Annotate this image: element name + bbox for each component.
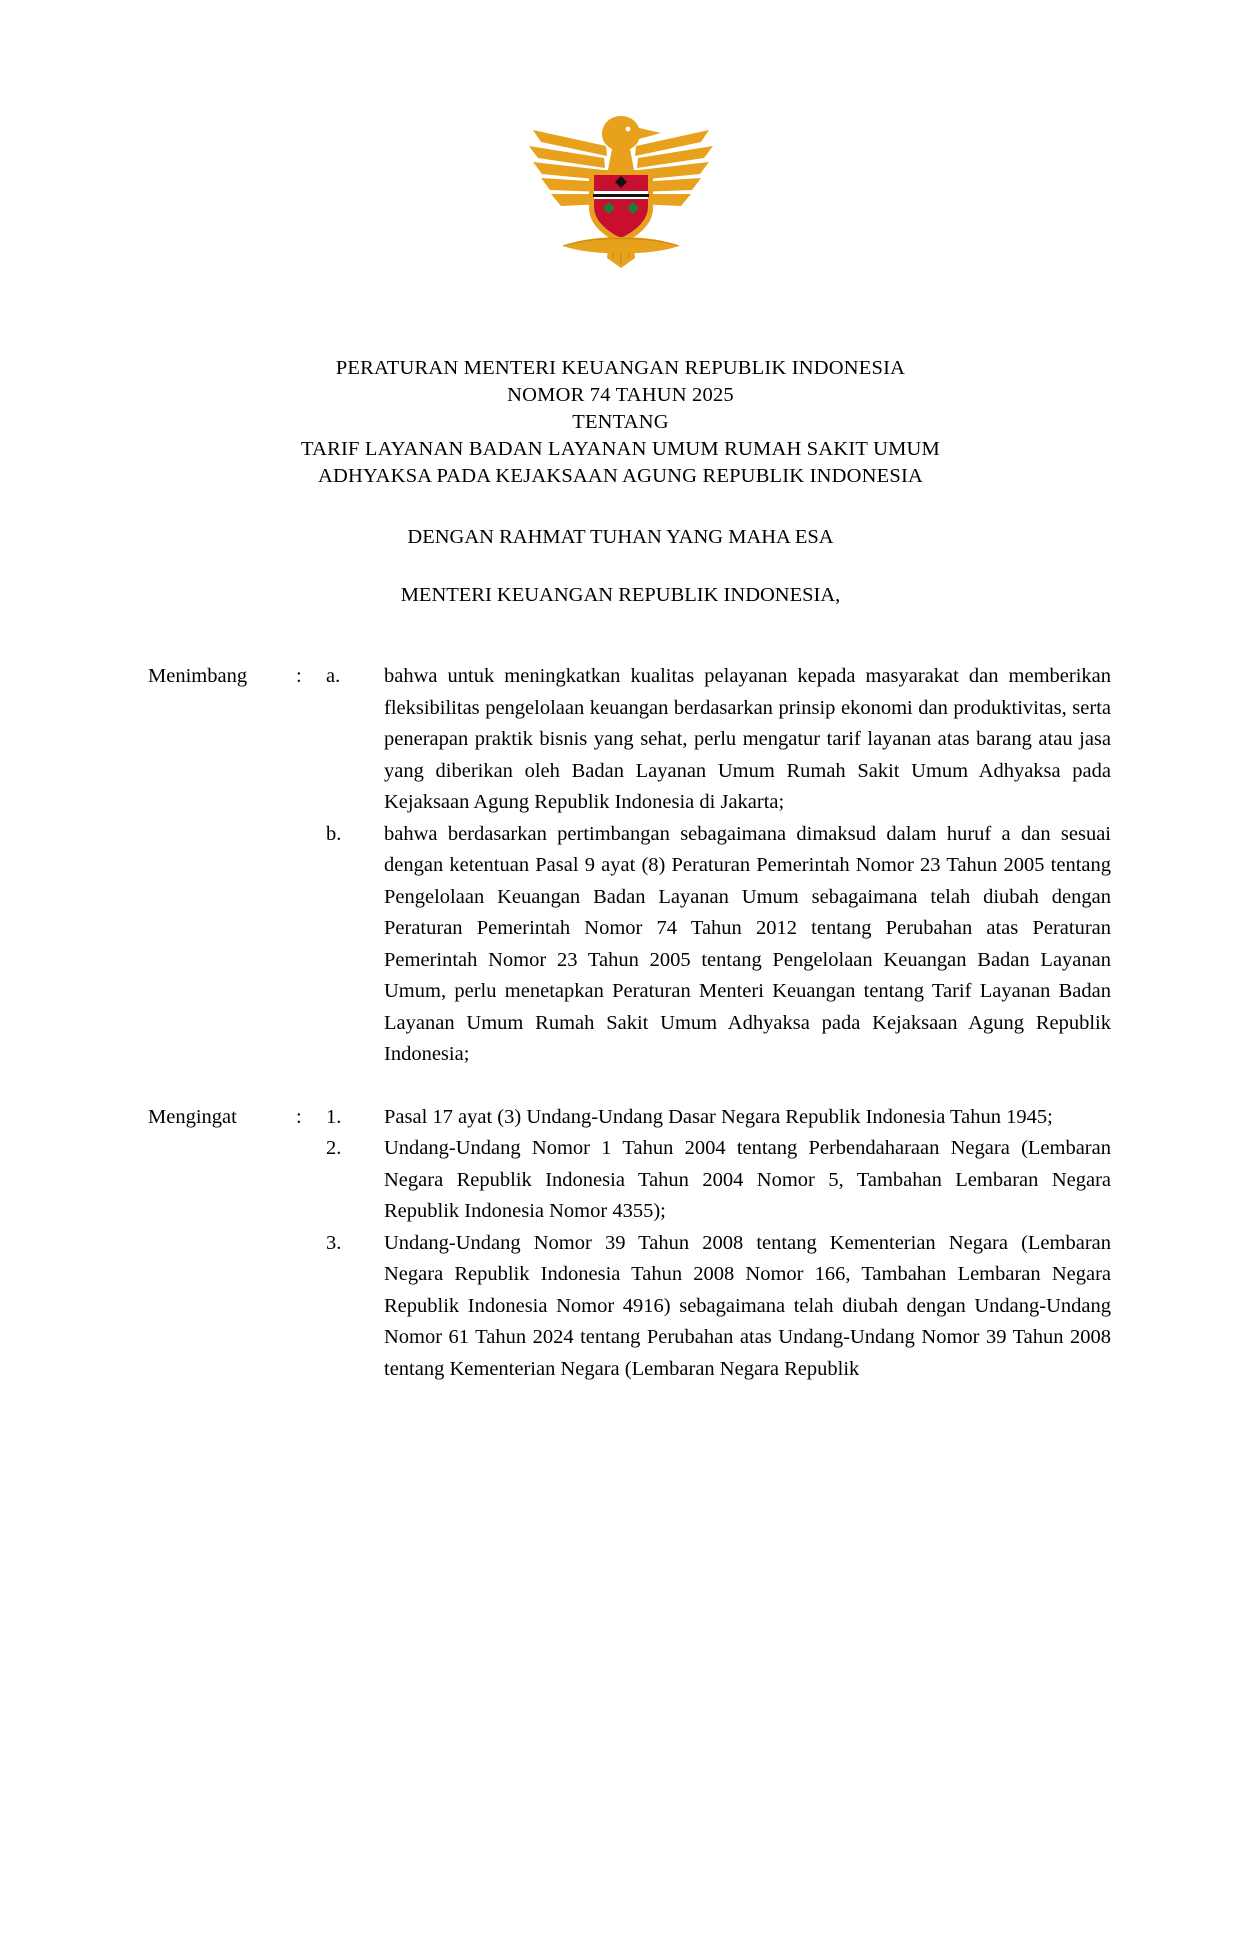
legal-basis-text-2: Undang-Undang Nomor 1 Tahun 2004 tentang Perbendaharaan Negara (Lembaran Negara Republik Indonesia Tahun 2004 Nomor 5, Tambahan Lembaran Negara Republik Indonesia Nomor 4355);: [384, 1137, 1111, 1222]
title-line-3: TENTANG: [572, 411, 669, 433]
considerations-marker-a: a.: [326, 665, 341, 687]
considerations-text-a: bahwa untuk meningkatkan kualitas pelayanan kepada masyarakat dan memberikan fleksibilitas pengelolaan keuangan berdasarkan prinsip ekonomi dan produktivitas, serta penerapan praktik bisnis yang sehat, perlu mengatur tarif layanan atas barang atau jasa yang diberikan oleh Badan Layanan Umum Rumah Sakit Umum Adhyaksa pada Kejaksaan Agung Republik Indonesia di Jakarta;: [384, 665, 1111, 813]
section-spacer: [148, 1071, 1111, 1102]
legal-basis-item-3: [148, 1228, 1111, 1386]
document-title: [0, 355, 1241, 490]
considerations-item-a: [148, 661, 1111, 819]
considerations-item-b: [148, 819, 1111, 1071]
clauses-section: [0, 661, 1241, 1385]
legal-basis-marker-3: 3.: [326, 1231, 342, 1254]
legal-basis-colon: :: [296, 1105, 302, 1128]
blessing-line: DENGAN RAHMAT TUHAN YANG MAHA ESA: [407, 526, 834, 548]
legal-basis-label: Mengingat: [148, 1105, 237, 1128]
considerations-colon: :: [296, 665, 302, 687]
legal-basis-text-1: Pasal 17 ayat (3) Undang-Undang Dasar Negara Republik Indonesia Tahun 1945;: [384, 1105, 1053, 1128]
legal-basis-marker-1: 1.: [326, 1105, 342, 1128]
considerations-marker-b: b.: [326, 822, 342, 845]
legal-basis-item-1: [148, 1102, 1111, 1134]
considerations-text-b: bahwa berdasarkan pertimbangan sebagaimana dimaksud dalam huruf a dan sesuai dengan ketentuan Pasal 9 ayat (8) Peraturan Pemerintah Nomor 23 Tahun 2005 tentang Pengelolaan Keuangan Badan Layanan Umum sebagaimana telah diubah dengan Peraturan Pemerintah Nomor 74 Tahun 2012 tentang Perubahan atas Peraturan Pemerintah Nomor 23 Tahun 2005 tentang Pengelolaan Keuangan Badan Layanan Umum, perlu menetapkan Peraturan Menteri Keuangan tentang Tarif Layanan Badan Layanan Umum Rumah Sakit Umum Adhyaksa pada Kejaksaan Agung Republik Indonesia;: [384, 822, 1111, 1065]
title-line-4: TARIF LAYANAN BADAN LAYANAN UMUM RUMAH SAKIT UMUM: [301, 438, 940, 460]
title-line-2: NOMOR 74 TAHUN 2025: [507, 384, 734, 406]
legal-basis-marker-2: 2.: [326, 1137, 342, 1159]
title-line-5: ADHYAKSA PADA KEJAKSAAN AGUNG REPUBLIK INDONESIA: [317, 465, 924, 487]
legal-basis-text-3: Undang-Undang Nomor 39 Tahun 2008 tentang Kementerian Negara (Lembaran Negara Republik Indonesia Tahun 2008 Nomor 166, Tambahan Lembaran Negara Republik Indonesia Nomor 4916) sebagaimana telah diubah dengan Undang-Undang Nomor 61 Tahun 2024 tentang Perubahan atas Undang-Undang Nomor 39 Tahun 2008 tentang Kementerian Negara (Lembaran Negara Republik: [384, 1231, 1111, 1380]
document-subtitle: [0, 524, 1241, 609]
title-line-1: PERATURAN MENTERI KEUANGAN REPUBLIK INDONESIA: [335, 357, 906, 379]
authority-line: MENTERI KEUANGAN REPUBLIK INDONESIA,: [400, 584, 841, 606]
legal-basis-item-2: [148, 1133, 1111, 1228]
garuda-pancasila-emblem: [0, 0, 1241, 180]
considerations-label: Menimbang: [148, 665, 248, 687]
